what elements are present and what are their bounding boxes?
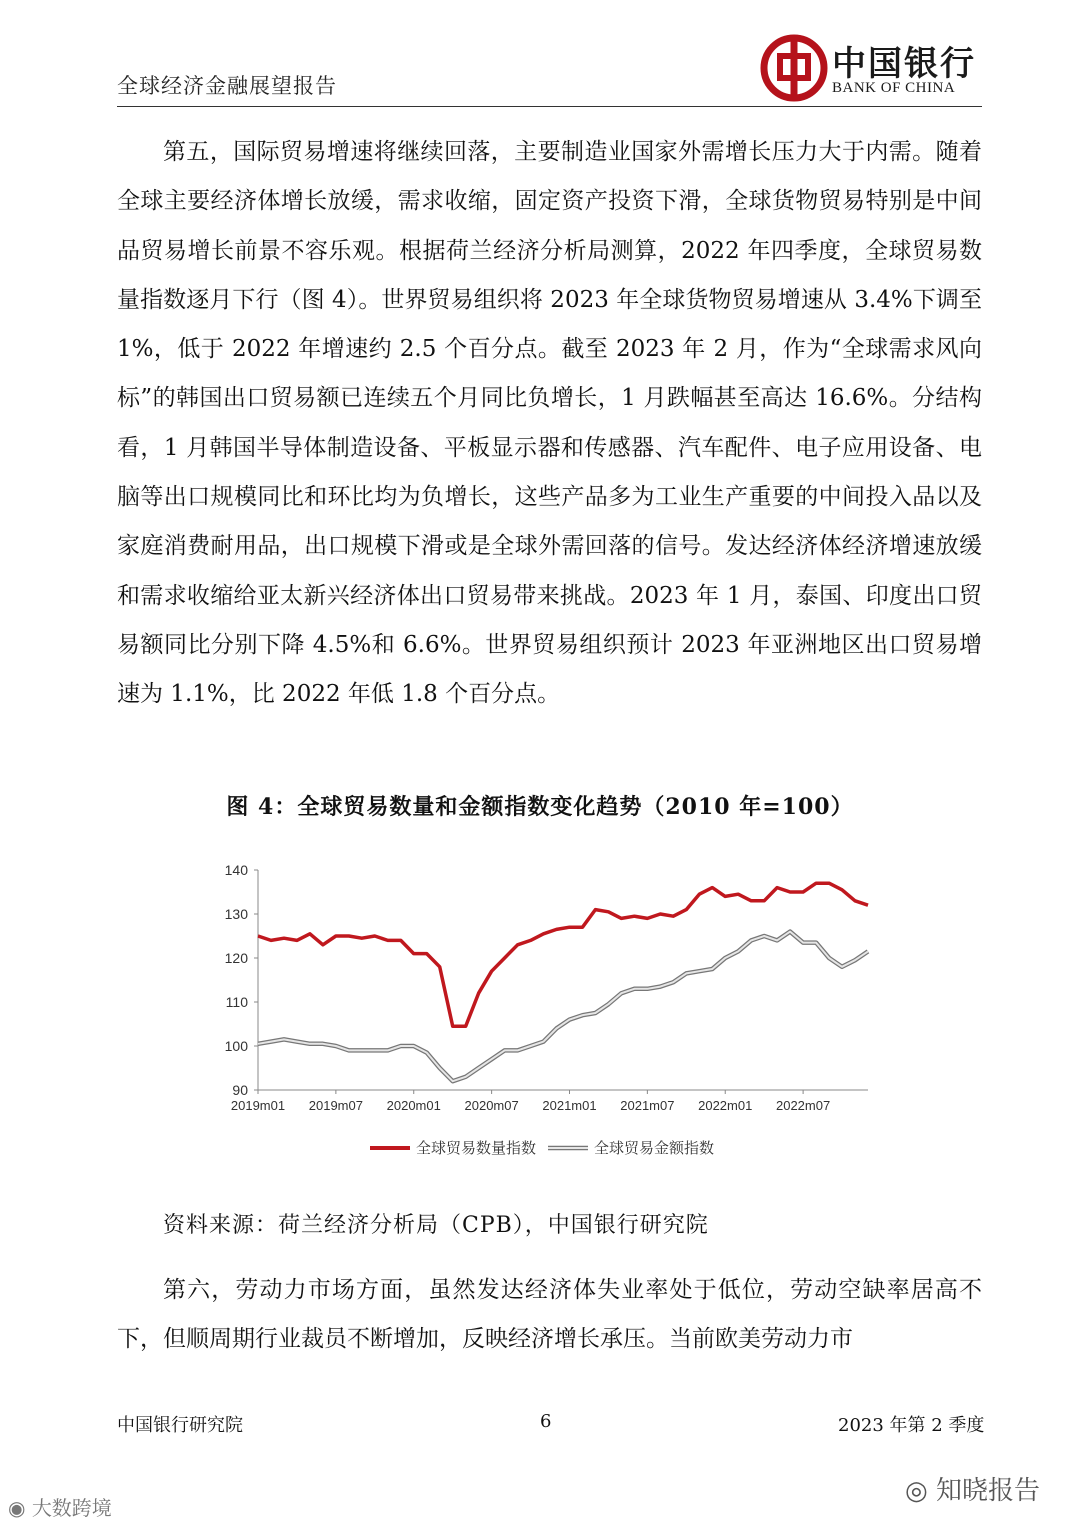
y-tick-label: 130 xyxy=(224,906,248,922)
footer-page-number: 6 xyxy=(540,1411,552,1432)
chart-svg xyxy=(200,850,900,1170)
y-tick-label: 100 xyxy=(224,1038,248,1054)
watermark-right-text: 知晓报告 xyxy=(935,1476,1040,1506)
x-tick-label: 2020m07 xyxy=(464,1098,519,1113)
watermark-right xyxy=(905,1470,1040,1507)
legend-label-volume: 全球贸易数量指数 xyxy=(416,1139,537,1157)
figure-title: 图 4：全球贸易数量和金额指数变化趋势（2010 年=100） xyxy=(226,794,854,820)
paragraph-labor: 第六，劳动力市场方面，虽然发达经济体失业率处于低位，劳动空缺率居高不下，但顺周期行业裁员不断增加，反映经济增长承压。当前欧美劳动力市 xyxy=(117,1277,982,1353)
x-tick-label: 2021m07 xyxy=(620,1098,675,1113)
wechat-icon: ◎ xyxy=(905,1476,936,1506)
logo-english-name: BANK OF CHINA xyxy=(832,80,956,96)
header-rule xyxy=(117,106,982,107)
y-tick-label: 120 xyxy=(224,950,248,966)
paragraph-trade: 第五，国际贸易增速将继续回落，主要制造业国家外需增长压力大于内需。随着全球主要经济体增长放缓，需求收缩，固定资产投资下滑，全球货物贸易特别是中间品贸易增长前景不容乐观。根据荷兰经济分析局测算，2022 年四季度，全球贸易数量指数逐月下行（图 4）。世界贸易组织将 2023 年全球货物贸易增速从 3.4%下调至 1%，低于 2022 年增速约 2.5 个百分点。截至 2023 年 2 月，作为“全球需求风向标”的韩国出口贸易额已连续五个月同比负增长，1 月跌幅甚至高达 16.6%。分结构看，1 月韩国半导体制造设备、平板显示器和传感器、汽车配件、电子应用设备、电脑等出口规模同比和环比均为负增长，这些产品多为工业生产重要的中间投入品以及家庭消费耐用品，出口规模下滑或是全球外需回落的信号。发达经济体经济增速放缓和需求收缩给亚太新兴经济体出口贸易带来挑战。2023 年 1 月，泰国、印度出口贸易额同比分别下降 4.5%和 6.6%。世界贸易组织预计 2023 年亚洲地区出口贸易增速为 1.1%，比 2022 年低 1.8 个百分点。 xyxy=(117,139,982,708)
x-tick-label: 2019m01 xyxy=(230,1098,286,1113)
trade-index-chart xyxy=(200,850,900,1170)
footer-quarter: 2023 年第 2 季度 xyxy=(838,1415,985,1436)
y-tick-label: 110 xyxy=(225,994,248,1010)
weibo-icon: ◉ xyxy=(8,1496,32,1520)
y-tick-label: 90 xyxy=(232,1082,248,1098)
series-line-outline xyxy=(258,932,868,1082)
series-line-volume-index xyxy=(258,883,868,1026)
footer-institute: 中国银行研究院 xyxy=(117,1415,243,1436)
y-tick-label: 140 xyxy=(224,862,248,878)
legend-label-value: 全球贸易金额指数 xyxy=(594,1139,715,1157)
x-tick-label: 2019m07 xyxy=(308,1098,363,1113)
figure-source: 资料来源：荷兰经济分析局（CPB），中国银行研究院 xyxy=(163,1213,709,1238)
x-tick-label: 2020m01 xyxy=(386,1098,441,1113)
watermark-left xyxy=(8,1492,112,1521)
x-tick-label: 2022m01 xyxy=(698,1098,753,1113)
bank-logo xyxy=(760,34,980,102)
x-tick-label: 2022m07 xyxy=(775,1098,831,1113)
logo-chinese-name: 中国银行 xyxy=(832,44,976,84)
header-title: 全球经济金融展望报告 xyxy=(117,74,337,98)
series-line-value-index xyxy=(258,932,868,1082)
boc-emblem-icon xyxy=(760,34,828,102)
x-tick-label: 2021m01 xyxy=(542,1098,597,1113)
watermark-left-text: 大数跨境 xyxy=(31,1496,112,1520)
